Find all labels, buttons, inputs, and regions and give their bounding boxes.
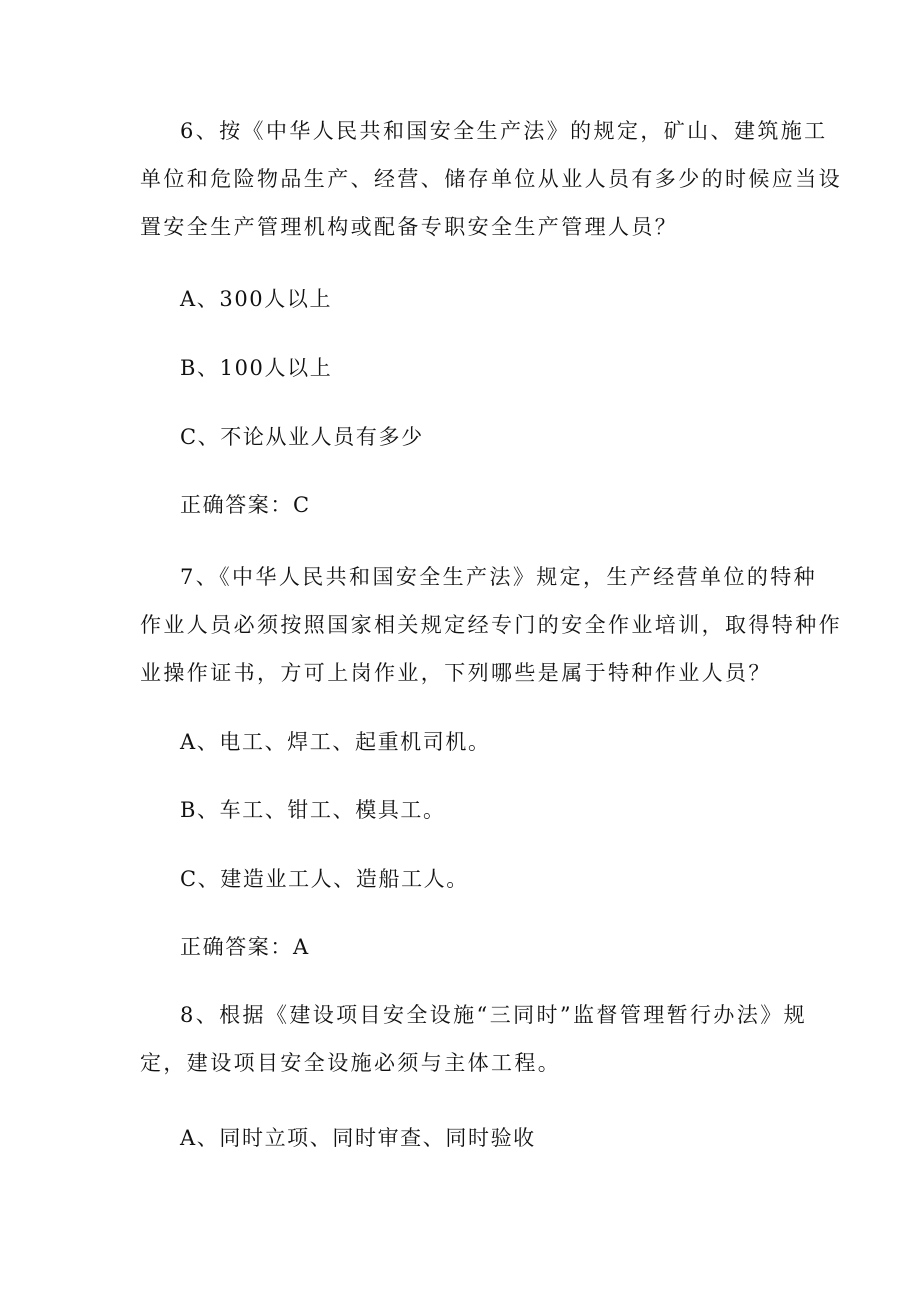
question-7-option-b: B、车工、钳工、模具工。 (180, 798, 446, 822)
question-6-line-3: 置安全生产管理机构或配备专职安全生产管理人员？ (140, 215, 679, 239)
question-6-line-2: 单位和危险物品生产、经营、储存单位从业人员有多少的时候应当设 (140, 167, 842, 191)
question-7-option-c: C、建造业工人、造船工人。 (180, 867, 469, 891)
question-7-line-1: 7、《中华人民共和国安全生产法》规定，生产经营单位的特种 (180, 565, 818, 589)
question-8-line-1: 8、根据《建设项目安全设施“三同时”监督管理暂行办法》规 (180, 1003, 808, 1027)
question-6-option-b: B、100人以上 (180, 356, 333, 380)
question-7-answer: 正确答案：A (180, 935, 310, 959)
question-7-line-2: 作业人员必须按照国家相关规定经专门的安全作业培训，取得特种作 (140, 613, 842, 637)
question-8-option-a: A、同时立项、同时审查、同时验收 (180, 1126, 536, 1150)
question-6-option-c: C、不论从业人员有多少 (180, 425, 424, 449)
question-6-option-a: A、300人以上 (180, 287, 333, 311)
question-6-line-1: 6、按《中华人民共和国安全生产法》的规定，矿山、建筑施工 (180, 119, 828, 143)
question-7-option-a: A、电工、焊工、起重机司机。 (180, 730, 491, 754)
question-6-answer: 正确答案：C (180, 493, 311, 517)
question-8-line-2: 定，建设项目安全设施必须与主体工程。 (140, 1051, 562, 1075)
question-7-line-3: 业操作证书，方可上岗作业，下列哪些是属于特种作业人员？ (140, 661, 772, 685)
